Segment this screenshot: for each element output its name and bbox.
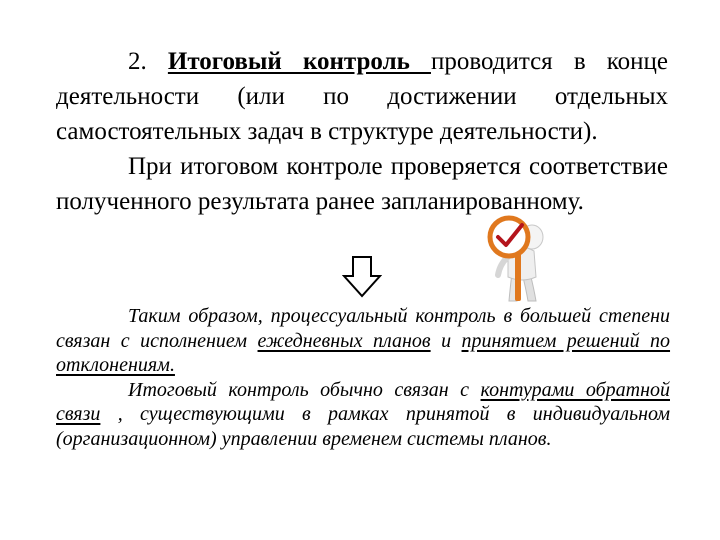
down-arrow-icon bbox=[342, 256, 382, 298]
final-control-definition bbox=[56, 44, 668, 149]
conclusion-process-control bbox=[56, 304, 670, 378]
definition-text: проводится в конце деятельности (или по достижении отдельных самостоятельных задач в структуре деятельности). bbox=[56, 48, 668, 145]
final-control-check bbox=[56, 149, 668, 219]
conclusion-text-4: , существующими в рамках принятой в индивидуальном (организационном) управлении временем системы планов. bbox=[56, 403, 670, 450]
feedback-loops-term: контурами обратной связи bbox=[56, 378, 670, 426]
daily-plans-term: ежедневных планов bbox=[257, 329, 431, 352]
conclusion-text-3: Итоговый контроль обычно связан с bbox=[128, 378, 481, 401]
item-number: 2. bbox=[128, 48, 168, 75]
decisions-term: принятием решений по отклонениям. bbox=[56, 329, 671, 377]
check-text: При итоговом контроле проверяется соответствие полученного результата ранее запланированному. bbox=[56, 153, 668, 215]
magnifier-check-person-icon bbox=[482, 213, 560, 305]
conclusion-final-control bbox=[56, 378, 670, 452]
final-control-section bbox=[56, 44, 668, 219]
conclusion-text-2: и bbox=[430, 329, 462, 352]
conclusion-section bbox=[56, 304, 670, 452]
conclusion-text-1: Таким образом, процессуальный контроль в большей степени связан с исполнением bbox=[56, 305, 670, 352]
final-control-term: Итоговый контроль bbox=[167, 48, 431, 75]
